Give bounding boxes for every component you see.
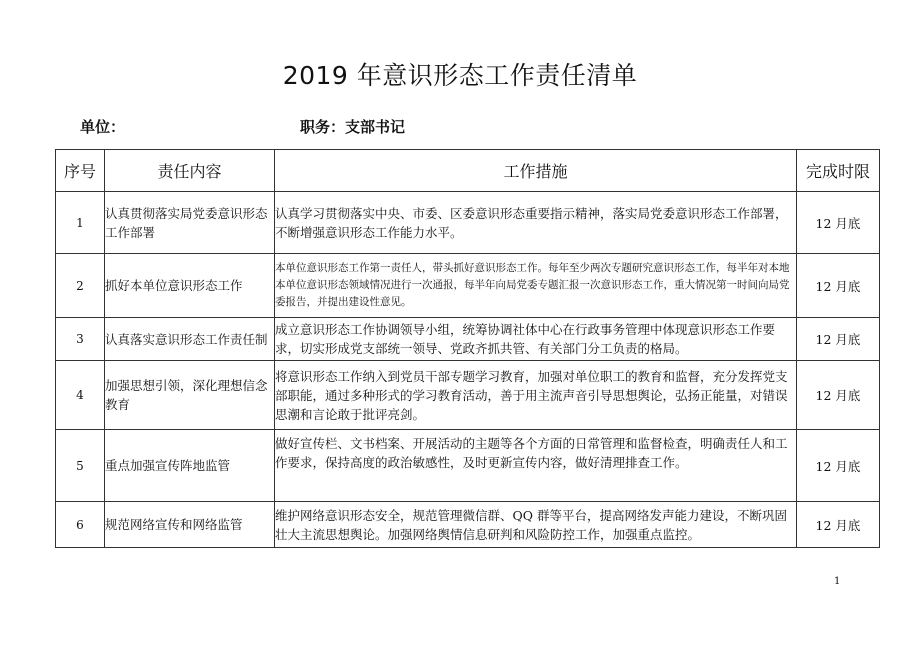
row-duty: 认真贯彻落实局党委意识形态工作部署 <box>105 192 275 254</box>
row-index: 2 <box>56 254 105 318</box>
header-measures: 工作措施 <box>275 150 797 192</box>
unit-label: 单位： <box>80 118 126 136</box>
table-row <box>56 318 880 361</box>
position-field <box>300 116 405 137</box>
row-index: 6 <box>56 502 105 548</box>
row-index: 4 <box>56 361 105 430</box>
row-deadline: 12 月底 <box>797 361 880 430</box>
table-row <box>56 192 880 254</box>
row-deadline: 12 月底 <box>797 502 880 548</box>
row-measures: 成立意识形态工作协调领导小组，统筹协调社体中心在行政事务管理中体现意识形态工作要求，切实形成党支部统一领导、党政齐抓共管、有关部门分工负责的格局。 <box>275 318 797 361</box>
row-duty: 加强思想引领，深化理想信念教育 <box>105 361 275 430</box>
row-duty: 重点加强宣传阵地监管 <box>105 430 275 502</box>
row-index: 3 <box>56 318 105 361</box>
page-number: 1 <box>834 576 841 587</box>
position-value: 支部书记 <box>345 118 406 136</box>
responsibility-table <box>55 149 880 548</box>
table-header-row <box>56 150 880 192</box>
header-duty: 责任内容 <box>105 150 275 192</box>
row-deadline: 12 月底 <box>797 318 880 361</box>
row-measures: 维护网络意识形态安全，规范管理微信群、QQ 群等平台，提高网络发声能力建设，不断巩固壮大主流思想舆论。加强网络舆情信息研判和风险防控工作，加强重点监控。 <box>275 502 797 548</box>
row-duty: 规范网络宣传和网络监管 <box>105 502 275 548</box>
table-row <box>56 361 880 430</box>
row-deadline: 12 月底 <box>797 254 880 318</box>
table-row <box>56 502 880 548</box>
row-index: 1 <box>56 192 105 254</box>
row-duty: 认真落实意识形态工作责任制 <box>105 318 275 361</box>
row-measures: 本单位意识形态工作第一责任人，带头抓好意识形态工作。每年至少两次专题研究意识形态工作，每半年对本地本单位意识形态领域情况进行一次通报，每半年向局党委专题汇报一次意识形态工作，重大情况第一时间向局党委报告，并提出建设性意见。 <box>275 254 797 318</box>
row-index: 5 <box>56 430 105 502</box>
row-measures: 认真学习贯彻落实中央、市委、区委意识形态重要指示精神，落实局党委意识形态工作部署，不断增强意识形态工作能力水平。 <box>275 192 797 254</box>
position-label: 职务： <box>300 118 346 136</box>
row-measures: 将意识形态工作纳入到党员干部专题学习教育，加强对单位职工的教育和监督，充分发挥党支部职能，通过多种形式的学习教育活动，善于用主流声音引导思想舆论，弘扬正能量，对错误思潮和言论敢于批评亮剑。 <box>275 361 797 430</box>
row-duty: 抓好本单位意识形态工作 <box>105 254 275 318</box>
row-measures: 做好宣传栏、文书档案、开展活动的主题等各个方面的日常管理和监督检查，明确责任人和工作要求，保持高度的政治敏感性，及时更新宣传内容，做好清理排查工作。 <box>275 430 797 502</box>
row-deadline: 12 月底 <box>797 430 880 502</box>
table-row <box>56 254 880 318</box>
header-index: 序号 <box>56 150 105 192</box>
table-row <box>56 430 880 502</box>
document-title: 2019 年意识形态工作责任清单 <box>282 61 638 90</box>
header-deadline: 完成时限 <box>797 150 880 192</box>
row-deadline: 12 月底 <box>797 192 880 254</box>
